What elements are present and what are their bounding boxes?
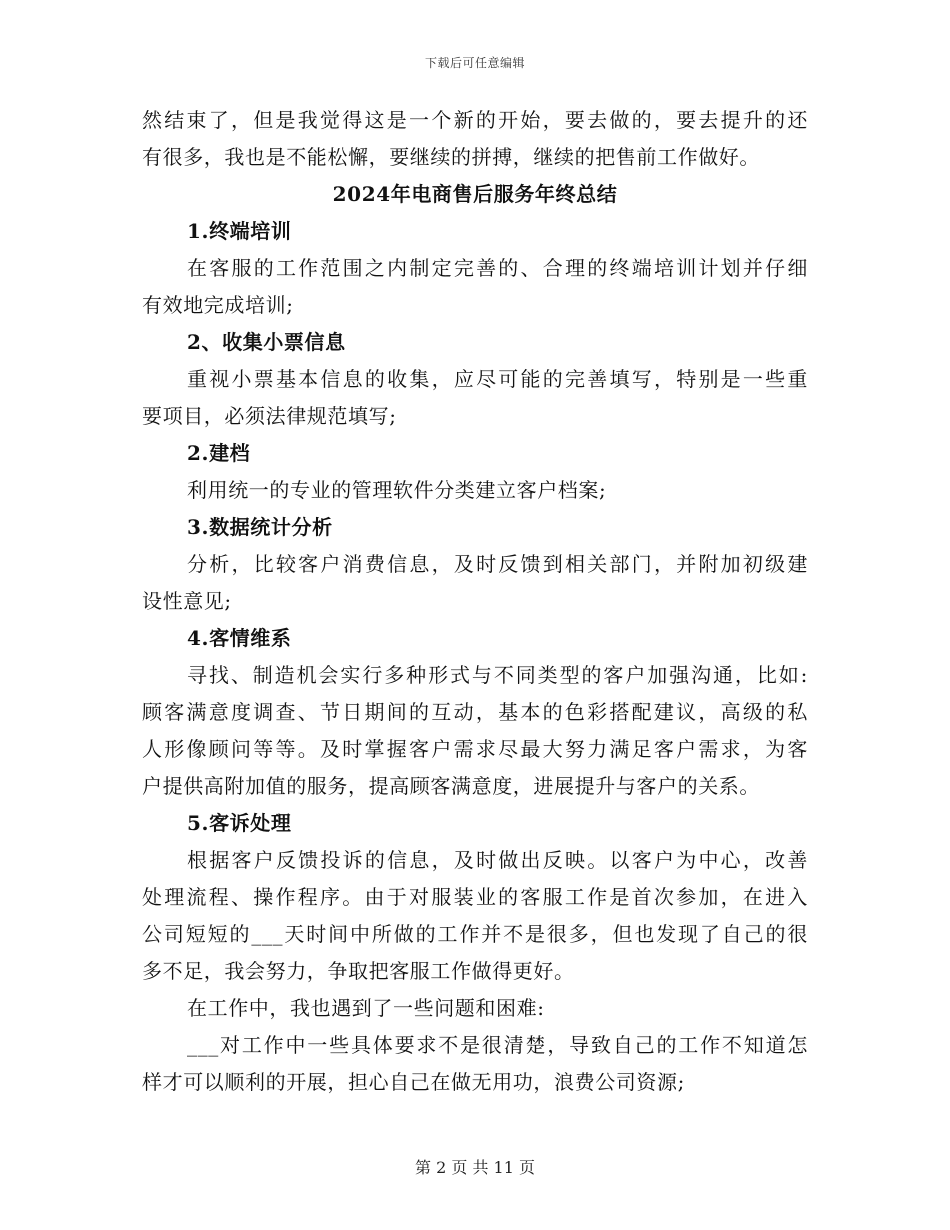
body-line: 要项目，必须法律规范填写; <box>142 404 397 428</box>
body-line: 有效地完成培训; <box>142 293 294 317</box>
section-complaint-handling <box>142 805 808 990</box>
section-heading: 5.客诉处理 <box>187 811 292 835</box>
section-heading: 3.数据统计分析 <box>187 515 333 539</box>
section-heading: 2、收集小票信息 <box>187 330 346 354</box>
intro-paragraph <box>142 102 808 176</box>
page-number: 第 2 页 共 11 页 <box>415 1158 535 1177</box>
section-receipt-info <box>142 324 808 435</box>
body-line: 在工作中，我也遇到了一些问题和困难: <box>187 996 545 1020</box>
body-line: 寻找、制造机会实行多种形式与不同类型的客户加强沟通，比如: <box>187 663 808 687</box>
section-customer-relations <box>142 620 808 805</box>
body-line: ___对工作中一些具体要求不是很清楚，导致自己的工作不知道怎 <box>187 1033 808 1057</box>
body-line: 设性意见; <box>142 589 232 613</box>
body-line: 公司短短的___天时间中所做的工作并不是很多，但也发现了自己的很 <box>142 922 808 946</box>
body-line: 利用统一的专业的管理软件分类建立客户档案; <box>187 478 607 502</box>
section-heading: 2.建档 <box>187 441 251 465</box>
body-line: 根据客户反馈投诉的信息，及时做出反映。以客户为中心，改善 <box>187 848 808 872</box>
body-line: 有很多，我也是不能松懈，要继续的拼搏，继续的把售前工作做好。 <box>142 145 760 169</box>
header-note: 下载后可任意编辑 <box>424 56 525 70</box>
body-line: 人形像顾问等等。及时掌握客户需求尽最大努力满足客户需求，为客 <box>142 737 808 761</box>
body-line: 在客服的工作范围之内制定完善的、合理的终端培训计划并仔细 <box>187 256 808 280</box>
closing-paragraph-details <box>142 1027 808 1101</box>
body-line: 多不足，我会努力，争取把客服工作做得更好。 <box>142 959 575 983</box>
body-line: 重视小票基本信息的收集，应尽可能的完善填写，特别是一些重 <box>187 367 808 391</box>
document-body <box>142 102 808 1101</box>
body-line: 然结束了，但是我觉得这是一个新的开始，要去做的，要去提升的还 <box>142 108 808 132</box>
section-data-analysis <box>142 509 808 620</box>
section-heading: 1.终端培训 <box>187 219 292 243</box>
body-line: 样才可以顺利的开展，担心自己在做无用功，浪费公司资源; <box>142 1070 685 1094</box>
body-line: 分析，比较客户消费信息，及时反馈到相关部门，并附加初级建 <box>187 552 808 576</box>
body-line: 处理流程、操作程序。由于对服装业的客服工作是首次参加，在进入 <box>142 885 808 909</box>
section-heading: 4.客情维系 <box>187 626 292 650</box>
section-terminal-training <box>142 213 808 324</box>
document-title: 2024年电商售后服务年终总结 <box>332 182 618 206</box>
closing-paragraph-problems <box>142 990 808 1027</box>
section-archiving <box>142 435 808 509</box>
body-line: 户提供高附加值的服务，提高顾客满意度，进展提升与客户的关系。 <box>142 774 760 798</box>
body-line: 顾客满意度调查、节日期间的互动，基本的色彩搭配建议，高级的私 <box>142 700 808 724</box>
